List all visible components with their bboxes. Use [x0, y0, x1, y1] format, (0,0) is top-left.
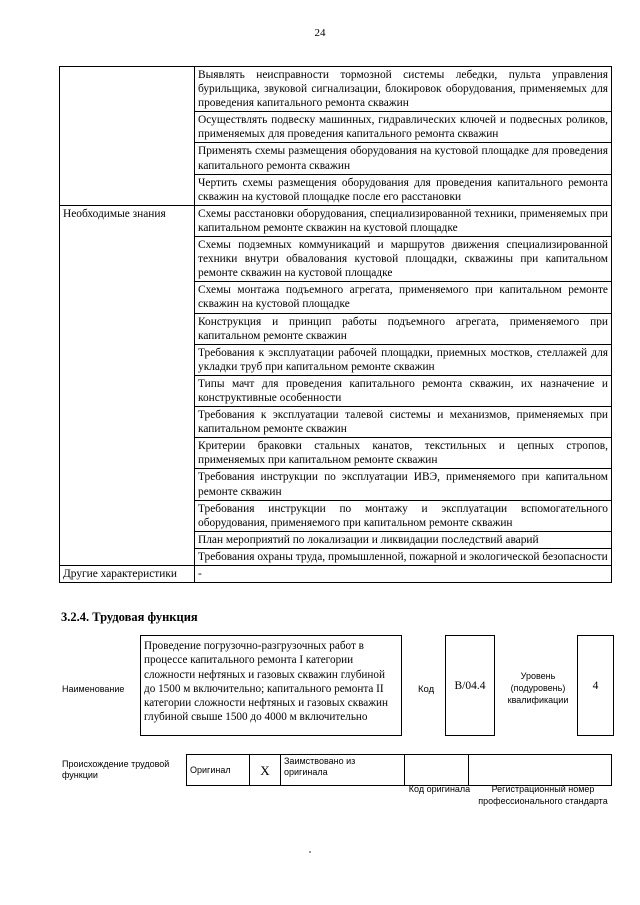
row-text: Требования инструкции по монтажу и эксплуатации вспомогательного оборудования, применяемого при капитальном ремонте скважин	[195, 500, 612, 531]
registration-number-caption: Регистрационный номер профессионального стандарта	[478, 784, 608, 806]
row-text: Выявлять неисправности тормозной системы лебедки, пульта управления бурильщика, звуковой сигнализации, блокировок оборудования, применяемых для проведения капитального ремонта скважин	[195, 67, 612, 112]
registration-number-cell	[469, 755, 612, 786]
code-original-cell	[405, 755, 469, 786]
function-name-box: Проведение погрузочно-разгрузочных работ в процессе капитального ремонта I категории сложности нефтяных и газовых скважин глубиной до 1500 м включительно; капитального ремонта II категории сложности нефтяных и газовых скважин глубиной свыше 1500 до 4000 м включительно	[140, 635, 402, 736]
qualification-level-label: Уровень (подуровень) квалификации	[507, 671, 569, 705]
row-label: Другие характеристики	[60, 566, 195, 583]
code-original-caption: Код оригинала	[408, 784, 471, 794]
table-row	[60, 67, 612, 112]
original-label-cell: Оригинал	[187, 755, 250, 786]
row-text: Применять схемы размещения оборудования на кустовой площадке для проведения капитального ремонта скважин	[195, 143, 612, 174]
row-text: Схемы монтажа подъемного агрегата, применяемого при капитальном ремонте скважин на кустовой площадке	[195, 282, 612, 313]
row-text: План мероприятий по локализации и ликвидации последствий аварий	[195, 531, 612, 548]
page-dot	[309, 851, 311, 853]
function-code-box: В/04.4	[445, 635, 495, 736]
code-label: Код	[418, 684, 435, 695]
original-mark-cell: X	[250, 755, 281, 786]
row-text: Требования к эксплуатации рабочей площадки, приемных мостков, стеллажей для укладки труб при капитальном ремонте скважин	[195, 344, 612, 375]
section-heading: 3.2.4. Трудовая функция	[61, 610, 198, 624]
name-label: Наименование	[62, 684, 125, 694]
row-text: Типы мачт для проведения капитального ремонта скважин, их назначение и конструктивные особенности	[195, 375, 612, 406]
row-text: Требования охраны труда, промышленной, пожарной и экологической безопасности	[195, 548, 612, 565]
borrowed-label-cell: Заимствовано из оригинала	[281, 755, 405, 786]
row-text: Схемы подземных коммуникаций и маршрутов движения специализированной техники внутри обвалования кустовой площадки, скважины при капитальном ремонте скважин на кустовой площадке	[195, 237, 612, 282]
row-text: -	[195, 566, 612, 583]
qualification-level-box: 4	[577, 635, 614, 736]
row-label: Необходимые знания	[60, 205, 195, 565]
page-number: 24	[314, 27, 326, 39]
row-label	[60, 67, 195, 206]
row-text: Схемы расстановки оборудования, специализированной техники, применяемых при капитальном ремонте скважин на кустовой площадке	[195, 205, 612, 236]
row-text: Конструкция и принцип работы подъемного агрегата, применяемого при капитальном ремонте скважин	[195, 313, 612, 344]
row-text: Требования инструкции по эксплуатации ИВЭ, применяемого при капитальном ремонте скважин	[195, 469, 612, 500]
origin-table	[186, 754, 612, 786]
row-text: Чертить схемы размещения оборудования для проведения капитального ремонта скважин на кустовой площадке после его расстановки	[195, 174, 612, 205]
requirements-table	[59, 66, 612, 583]
row-text: Требования к эксплуатации талевой системы и механизмов, применяемых при капитальном ремонте скважин	[195, 407, 612, 438]
origin-label: Происхождение трудовой функции	[62, 759, 170, 780]
table-row	[60, 566, 612, 583]
row-text: Критерии браковки стальных канатов, текстильных и цепных стропов, применяемых при капитальном ремонте скважин	[195, 438, 612, 469]
table-row	[60, 205, 612, 236]
row-text: Осуществлять подвеску машинных, гидравлических ключей и подвесных роликов, применяемых для проведения капитального ремонта скважин	[195, 112, 612, 143]
